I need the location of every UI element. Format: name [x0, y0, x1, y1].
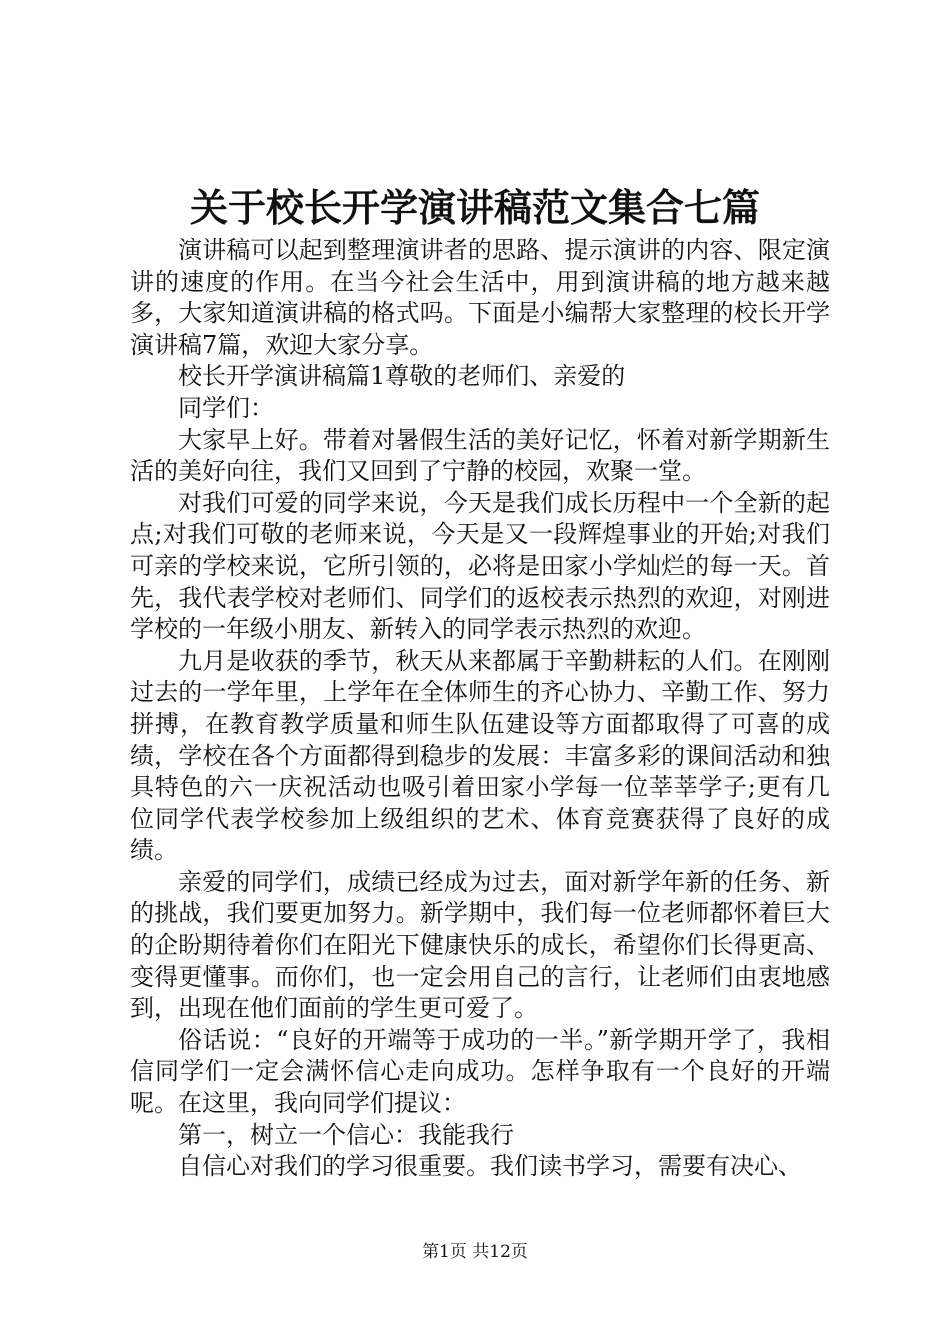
paragraph-confidence: 自信心对我们的学习很重要。我们读书学习，需要有决心、 — [178, 1152, 802, 1181]
paragraph-proverb: 俗话说：“良好的开端等于成功的一半。”新学期开学了，我相信同学们一定会满怀信心走向成功。怎样争取有一个良好的开端呢。在这里，我向同学们提议： — [130, 1025, 830, 1118]
paragraph-greeting: 大家早上好。带着对暑假生活的美好记忆，怀着对新学期新生活的美好向往，我们又回到了宁静的校园，欢聚一堂。 — [130, 425, 830, 486]
paragraph-new-start: 对我们可爱的同学来说，今天是我们成长历程中一个全新的起点;对我们可敬的老师来说，今天是又一段辉煌事业的开始;对我们可亲的学校来说，它所引领的，必将是田家小学灿烂的每一天。首先，我代表学校对老师们、同学们的返校表示热烈的欢迎，对刚进学校的一年级小朋友、新转入的同学表示热烈的欢迎。 — [130, 488, 830, 644]
paragraph-heading-speech-1: 校长开学演讲稿篇1尊敬的老师们、亲爱的 — [178, 362, 626, 391]
paragraph-intro: 演讲稿可以起到整理演讲者的思路、提示演讲的内容、限定演讲的速度的作用。在当今社会生活中，用到演讲稿的地方越来越多，大家知道演讲稿的格式吗。下面是小编帮大家整理的校长开学演讲稿7篇，欢迎大家分享。 — [130, 236, 830, 359]
document-title: 关于校长开学演讲稿范文集合七篇 — [189, 185, 760, 230]
paragraph-dear-students: 亲爱的同学们，成绩已经成为过去，面对新学年新的任务、新的挑战，我们要更加努力。新学期中，我们每一位老师都怀着巨大的企盼期待着你们在阳光下健康快乐的成长，希望你们长得更高、变得更懂事。而你们，也一定会用自己的言行，让老师们由衷地感到，出现在他们面前的学生更可爱了。 — [130, 867, 830, 1023]
paragraph-september: 九月是收获的季节，秋天从来都属于辛勤耕耘的人们。在刚刚过去的一学年里，上学年在全体师生的齐心协力、辛勤工作、努力拼搏，在教育教学质量和师生队伍建设等方面都取得了可喜的成绩，学校在各个方面都得到稳步的发展：丰富多彩的课间活动和独具特色的六一庆祝活动也吸引着田家小学每一位莘莘学子;更有几位同学代表学校参加上级组织的艺术、体育竞赛获得了良好的成绩。 — [130, 646, 830, 865]
paragraph-salutation: 同学们： — [178, 393, 274, 422]
paragraph-point-one: 第一，树立一个信心：我能我行 — [178, 1120, 514, 1149]
document-body — [130, 235, 830, 1183]
page-number-footer: 第1页 共12页 — [422, 1242, 528, 1262]
